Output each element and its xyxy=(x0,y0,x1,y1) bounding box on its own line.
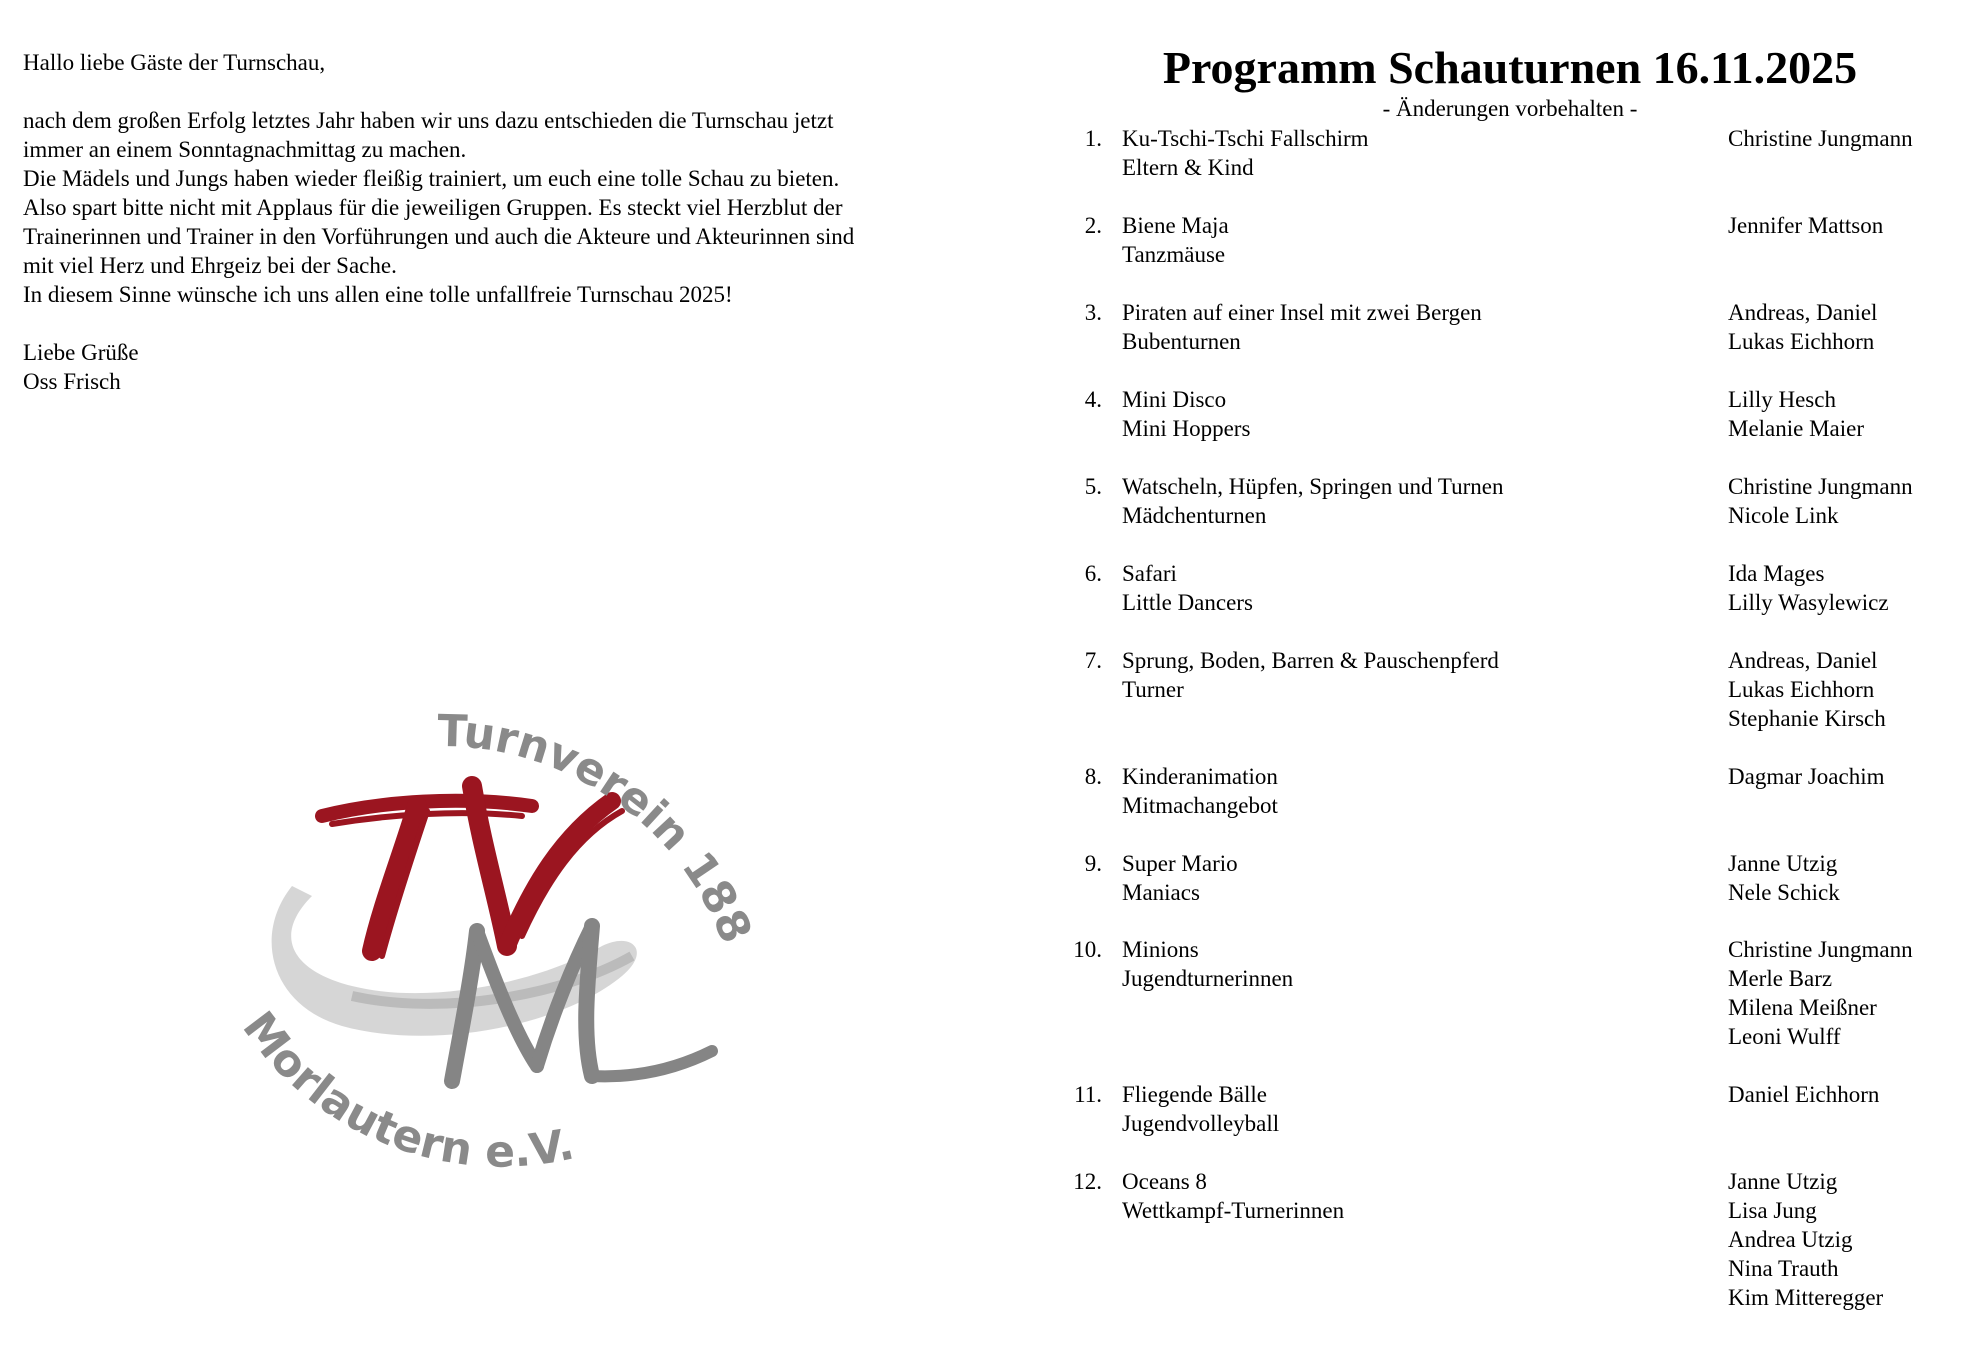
program-item-group: Bubenturnen xyxy=(1122,329,1241,354)
letter-line: Trainerinnen und Trainer in den Vorführungen und auch die Akteure und Akteurinnen sind xyxy=(23,224,855,249)
welcome-letter xyxy=(23,48,973,396)
program-item-title: Watscheln, Hüpfen, Springen und Turnen xyxy=(1122,474,1504,499)
program-item-trainers xyxy=(1728,849,1840,907)
trainer-name: Andreas, Daniel xyxy=(1728,648,1878,673)
club-logo xyxy=(232,706,752,1168)
program-item-group: Turner xyxy=(1122,677,1184,702)
program-item-number: 4. xyxy=(1084,387,1102,412)
program-item-number: 3. xyxy=(1084,300,1102,325)
trainer-name: Daniel Eichhorn xyxy=(1728,1082,1880,1107)
letter-closing: Liebe Grüße xyxy=(23,340,139,365)
trainer-name: Andrea Utzig xyxy=(1728,1227,1853,1252)
program-item-number: 6. xyxy=(1084,561,1102,586)
program-item-number: 12. xyxy=(1073,1169,1102,1194)
program-subtitle: - Änderungen vorbehalten - xyxy=(1382,96,1638,121)
trainer-name: Andreas, Daniel xyxy=(1728,300,1878,325)
letter-line: immer an einem Sonntagnachmittag zu machen. xyxy=(23,137,467,162)
program-item-trainers xyxy=(1728,385,1864,443)
program-item-title: Biene Maja xyxy=(1122,213,1229,238)
program-item-title: Oceans 8 xyxy=(1122,1169,1207,1194)
program-item-number: 10. xyxy=(1073,937,1102,962)
trainer-name: Melanie Maier xyxy=(1728,416,1865,441)
logo-bottom-text: Morlautern e.V. xyxy=(232,1002,579,1168)
letter-line: In diesem Sinne wünsche ich uns allen eine tolle unfallfreie Turnschau 2025! xyxy=(23,282,733,307)
program-item-trainers xyxy=(1728,1080,1879,1109)
program-item-title: Ku-Tschi-Tschi Fallschirm xyxy=(1122,126,1369,151)
program-item-group: Maniacs xyxy=(1122,880,1200,905)
program-item-group: Tanzmäuse xyxy=(1122,242,1226,267)
letter-signature: Oss Frisch xyxy=(23,369,121,394)
program-item-number: 8. xyxy=(1084,764,1102,789)
trainer-name: Christine Jungmann xyxy=(1728,126,1913,151)
trainer-name: Christine Jungmann xyxy=(1728,474,1913,499)
program-item-group: Little Dancers xyxy=(1122,590,1253,615)
trainer-name: Lukas Eichhorn xyxy=(1728,677,1875,702)
program-item-title: Kinderanimation xyxy=(1122,764,1278,789)
trainer-name: Ida Mages xyxy=(1728,561,1825,586)
program-item-trainers xyxy=(1728,211,1883,240)
trainer-name: Dagmar Joachim xyxy=(1728,764,1885,789)
trainer-name: Nina Trauth xyxy=(1728,1256,1839,1281)
trainer-name: Lilly Hesch xyxy=(1728,387,1836,412)
program-item-trainers xyxy=(1728,124,1913,153)
letter-line: Die Mädels und Jungs haben wieder fleißig trainiert, um euch eine tolle Schau zu bieten. xyxy=(23,166,840,191)
logo-top-text: Turnverein 18 xyxy=(436,706,748,923)
program-item-title: Super Mario xyxy=(1122,851,1238,876)
program-item-title: Sprung, Boden, Barren & Pauschenpferd xyxy=(1122,648,1499,673)
program-item-trainers xyxy=(1728,935,1913,1051)
program-item-group: Eltern & Kind xyxy=(1122,155,1254,180)
program-item-title: Fliegende Bälle xyxy=(1122,1082,1267,1107)
program-item-group: Mitmachangebot xyxy=(1122,793,1278,818)
program-item-group: Mini Hoppers xyxy=(1122,416,1251,441)
trainer-name: Christine Jungmann xyxy=(1728,937,1913,962)
letter-line: Also spart bitte nicht mit Applaus für die jeweiligen Gruppen. Es steckt viel Herzblut der xyxy=(23,195,843,220)
letter-line: mit viel Herz und Ehrgeiz bei der Sache. xyxy=(23,253,397,278)
program-item-number: 11. xyxy=(1074,1082,1102,1107)
club-logo-graphic xyxy=(232,706,752,1168)
program-item-trainers xyxy=(1728,559,1889,617)
trainer-name: Leoni Wulff xyxy=(1728,1024,1841,1049)
program-item-title: Mini Disco xyxy=(1122,387,1227,412)
program-item-group: Mädchenturnen xyxy=(1122,503,1267,528)
program-item-number: 7. xyxy=(1084,648,1102,673)
program-item-title: Safari xyxy=(1122,561,1177,586)
letter-line: nach dem großen Erfolg letztes Jahr haben wir uns dazu entschieden die Turnschau jetzt xyxy=(23,108,834,133)
trainer-name: Stephanie Kirsch xyxy=(1728,706,1886,731)
trainer-name: Nicole Link xyxy=(1728,503,1839,528)
trainer-name: Janne Utzig xyxy=(1728,851,1838,876)
program-item-group: Jugendturnerinnen xyxy=(1122,966,1294,991)
program-item-trainers xyxy=(1728,1167,1883,1312)
program-item-number: 9. xyxy=(1084,851,1102,876)
trainer-name: Lukas Eichhorn xyxy=(1728,329,1875,354)
program-item-group: Wettkampf-Turnerinnen xyxy=(1122,1198,1345,1223)
program-item-trainers xyxy=(1728,762,1884,791)
trainer-name: Lilly Wasylewicz xyxy=(1728,590,1889,615)
program-title: Programm Schauturnen 16.11.2025 xyxy=(1162,42,1858,93)
program-item-title: Piraten auf einer Insel mit zwei Bergen xyxy=(1122,300,1482,325)
trainer-name: Lisa Jung xyxy=(1728,1198,1817,1223)
trainer-name: Nele Schick xyxy=(1728,880,1840,905)
trainer-name: Janne Utzig xyxy=(1728,1169,1838,1194)
letter-greeting: Hallo liebe Gäste der Turnschau, xyxy=(23,50,326,75)
trainer-name: Kim Mitteregger xyxy=(1728,1285,1884,1310)
trainer-name: Jennifer Mattson xyxy=(1728,213,1884,238)
program-item-trainers xyxy=(1728,298,1877,356)
program-item-group: Jugendvolleyball xyxy=(1122,1111,1280,1136)
trainer-name: Milena Meißner xyxy=(1728,995,1877,1020)
program-item-trainers xyxy=(1728,472,1913,530)
program-item-title: Minions xyxy=(1122,937,1199,962)
program-item-number: 5. xyxy=(1084,474,1102,499)
program-item-number: 2. xyxy=(1084,213,1102,238)
program-item-number: 1. xyxy=(1084,126,1102,151)
trainer-name: Merle Barz xyxy=(1728,966,1833,991)
program-item-trainers xyxy=(1728,646,1886,733)
